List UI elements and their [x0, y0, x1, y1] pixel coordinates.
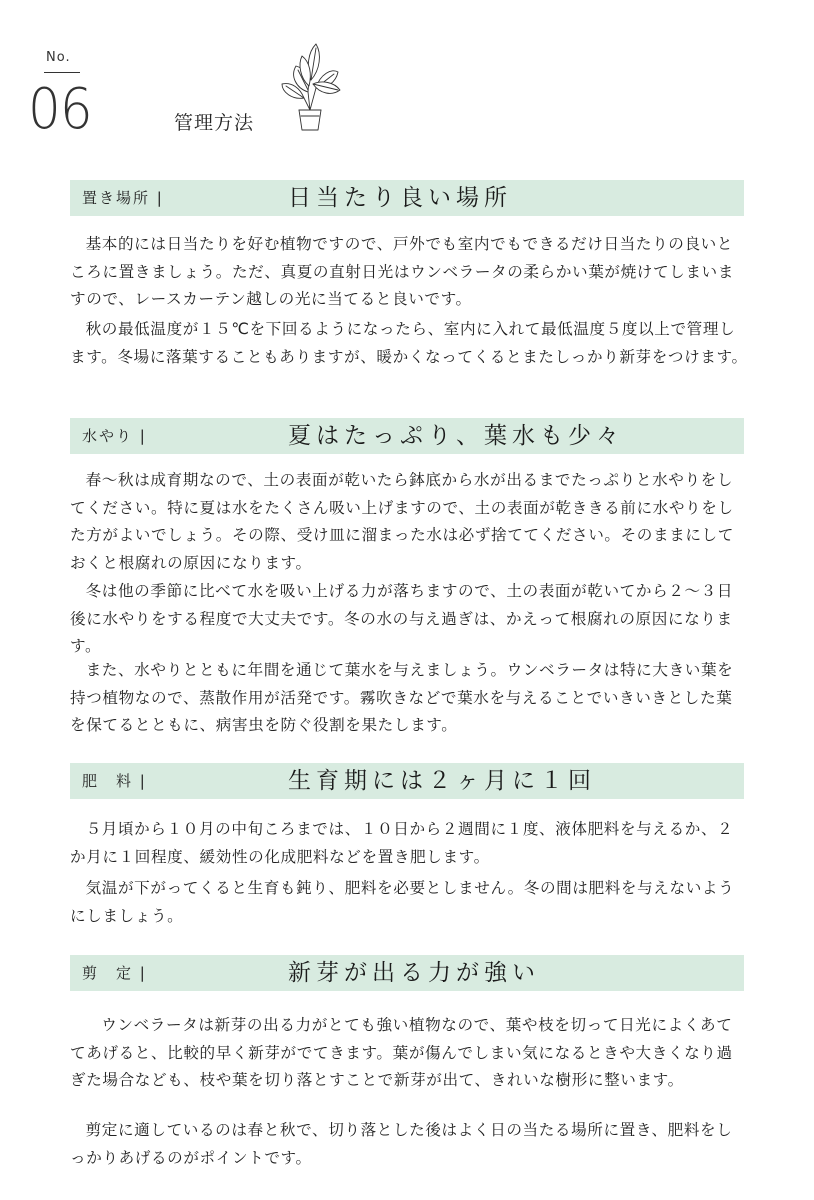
section-bar-placement	[70, 180, 744, 216]
paragraph: 剪定に適しているのは春と秋で、切り落とした後はよく日の当たる場所に置き、肥料をしっかりあげるのがポイントです。	[70, 1121, 733, 1167]
section-bar-pruning	[70, 955, 744, 991]
section-bar-watering	[70, 418, 744, 454]
paragraph: また、水やりとともに年間を通じて葉水を与えましょう。ウンベラータは特に大きい葉を持つ植物なので、蒸散作用が活発です。霧吹きなどで葉水を与えることでいきいきとした葉を保てるとともに、病害虫を防ぐ役割を果たします。	[70, 661, 734, 734]
section-label: 水やり |	[82, 427, 147, 445]
section-label: 肥 料 |	[82, 772, 147, 790]
potted-plant-icon	[278, 38, 342, 134]
paragraph: 春〜秋は成育期なので、土の表面が乾いたら鉢底から水が出るまでたっぷりと水やりをしてください。特に夏は水をたくさん吸い上げますので、土の表面が乾ききる前に水やりをした方がよいでしょう。その際、受け皿に溜まった水は必ず捨ててください。そのままにしておくと根腐れの原因になります。	[70, 471, 734, 572]
section-heading: 生育期には２ヶ月に１回	[288, 768, 596, 794]
section-label: 剪 定 |	[82, 964, 147, 982]
paragraph: 秋の最低温度が１５℃を下回るようになったら、室内に入れて最低温度５度以上で管理します。冬場に落葉することもありますが、暖かくなってくるとまたしっかり新芽をつけます。	[70, 320, 748, 366]
paragraph: 気温が下がってくると生育も鈍り、肥料を必要としません。冬の間は肥料を与えないようにしましょう。	[70, 879, 735, 925]
page-title: 管理方法	[174, 112, 255, 134]
page-number-label: No.	[46, 50, 71, 65]
section-bar-fertilizer	[70, 763, 744, 799]
section-heading: 日当たり良い場所	[288, 185, 512, 211]
page-number: 06	[28, 77, 92, 142]
section-label: 置き場所 |	[82, 189, 164, 207]
page-number-rule	[44, 72, 80, 73]
paragraph: 冬は他の季節に比べて水を吸い上げる力が落ちますので、土の表面が乾いてから２〜３日後に水やりをする程度で大丈夫です。冬の水の与え過ぎは、かえって根腐れの原因になります。	[70, 582, 734, 655]
section-heading: 夏はたっぷり、葉水も少々	[288, 423, 624, 449]
paragraph: ５月頃から１０月の中旬ころまでは、１０日から２週間に１度、液体肥料を与えるか、２か月に１回程度、緩効性の化成肥料などを置き肥します。	[70, 820, 734, 866]
section-heading: 新芽が出る力が強い	[288, 960, 540, 986]
paragraph: 基本的には日当たりを好む植物ですので、戸外でも室内でもできるだけ日当たりの良いところに置きましょう。ただ、真夏の直射日光はウンベラータの柔らかい葉が焼けてしまいますので、レースカーテン越しの光に当てると良いです。	[70, 235, 734, 308]
paragraph: ウンベラータは新芽の出る力がとても強い植物なので、葉や枝を切って日光によくあててあげると、比較的早く新芽がでてきます。葉が傷んでしまい気になるときや大きくなり過ぎた場合なども、枝や葉を切り落とすことで新芽が出て、きれいな樹形に整います。	[70, 1016, 733, 1089]
